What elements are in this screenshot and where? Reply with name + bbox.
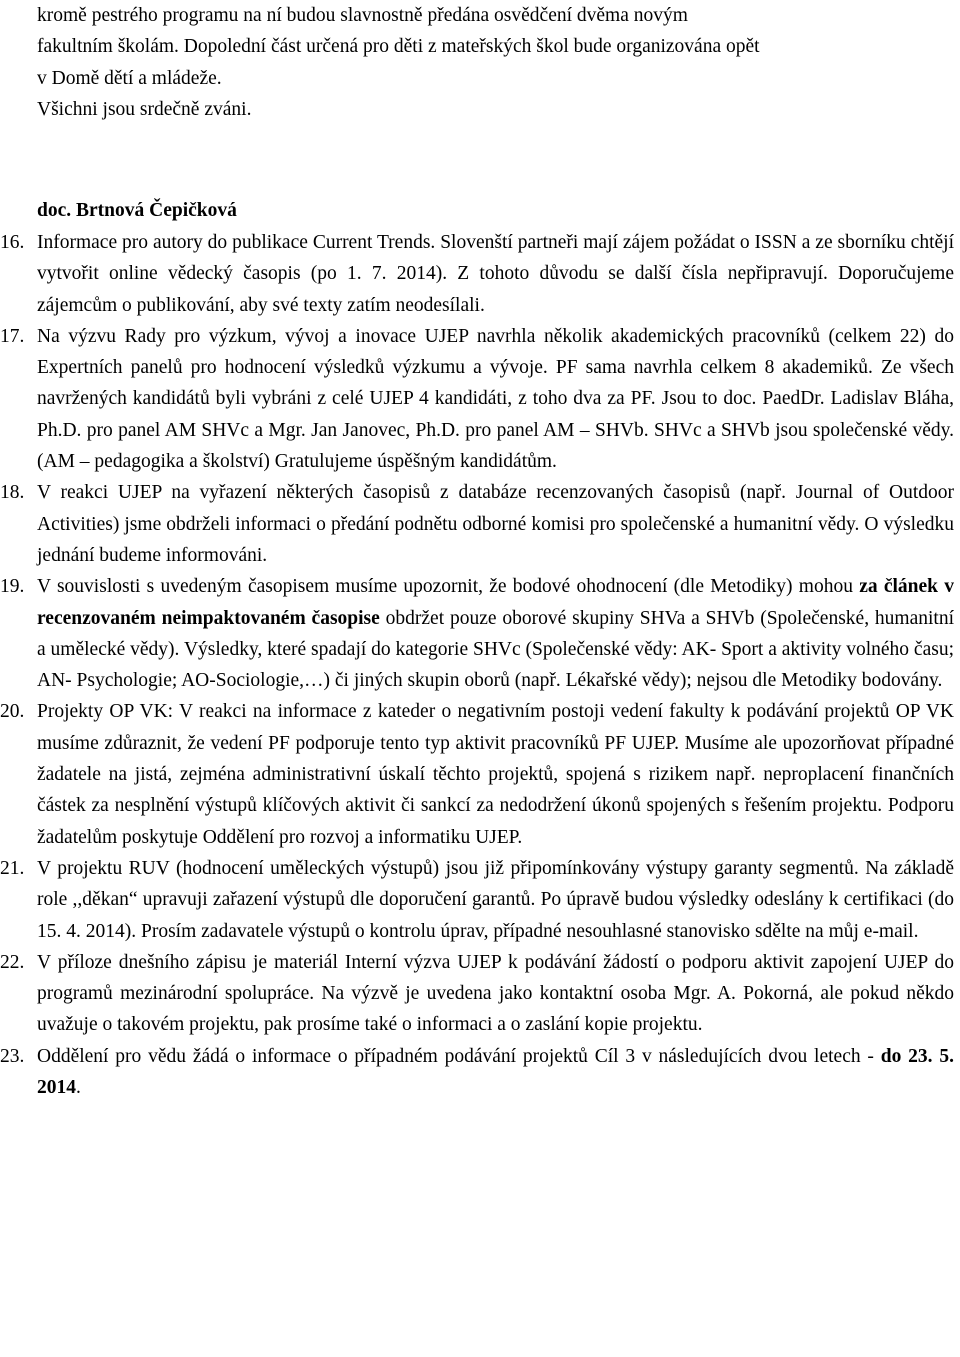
item-text-bold: do 23. 5. 2014 — [37, 1045, 954, 1099]
intro-line: fakultním školám. Dopolední část určená pro děti z mateřských škol bude organizována opět — [37, 36, 760, 58]
list-item — [0, 947, 954, 1041]
item-number: 18. — [0, 482, 25, 504]
item-text: V souvislosti s uvedeným časopisem musíme upozornit, že bodové ohodnocení (dle Metodiky) mohou — [37, 576, 860, 598]
list-item — [0, 853, 954, 947]
item-number: 23. — [0, 1045, 25, 1067]
item-number: 16. — [0, 232, 25, 253]
author-signature: doc. Brtnová Čepičková — [37, 200, 237, 221]
intro-line: kromě pestrého programu na ní budou slavnostně předána osvědčení dvěma novým — [37, 5, 688, 26]
intro-line: Všichni jsou srdečně zváni. — [37, 98, 252, 120]
item-text: Projekty OP VK: V reakci na informace z kateder o negativním postoji vedení fakulty k podávání projektů OP VK musíme zdůraznit, že vedení PF podporuje tento typ aktivit pracovníků PF UJEP. Musíme ale upozorňovat případné žadatele na jistá, zejména administrativní úskalí těchto projektů, spojená s rizikem např. neproplacení finančních částek za nesplnění výstupů klíčových aktivit či sankcí za nedodržení úkonů spojených s řešením projektu. Podporu žadatelům poskytuje Oddělení pro rozvoj a informatiku UJEP. — [37, 701, 954, 848]
list-item — [0, 227, 954, 321]
item-number: 22. — [0, 951, 25, 973]
item-text: obdržet pouze oborové skupiny SHVa a SHVb (Společenské, humanitní a umělecké vědy). Výsledky, které spadají do kategorie SHVc (Společenské vědy: AK- Sport a aktivity volného času; AN- Psychologie; AO-Sociologie,…) či jiných skupin oborů (např. Lékařské vědy); nejsou dle Metodiky bodovány. — [37, 607, 954, 692]
intro-paragraph — [37, 0, 954, 125]
intro-line: v Domě dětí a mládeže. — [37, 67, 222, 89]
list-item — [0, 321, 954, 477]
item-number: 19. — [0, 576, 25, 598]
list-item — [0, 571, 954, 696]
item-text: V projektu RUV (hodnocení uměleckých výstupů) jsou již připomínkovány výstupy garanty segmentů. Na základě role ,,děkan“ upravuji zařazení výstupů dle doporučení garantů. Po úpravě budou výsledky odeslány k certifikaci (do 15. 4. 2014). Prosím zadavatele výstupů o kontrolu úprav, případné nesouhlasné stanovisko sdělte na můj e-mail. — [37, 857, 954, 942]
item-text: V reakci UJEP na vyřazení některých časopisů z databáze recenzovaných časopisů (např. Journal of Outdoor Activities) jsme obdrželi informaci o předání podnětu odborné komisi pro společenské a humanitní vědy. O výsledku jednání budeme informováni. — [37, 482, 954, 566]
numbered-list — [0, 227, 954, 1103]
item-number: 21. — [0, 857, 25, 879]
item-text: Na výzvu Rady pro výzkum, vývoj a inovace UJEP navrhla několik akademických pracovníků (celkem 22) do Expertních panelů pro hodnocení výsledků výzkumu a vývoje. PF sama navrhla celkem 8 akademiků. Ze všech navržených kandidátů byli vybráni z celé UJEP 4 kandidáti, z toho dva za PF. Jsou to doc. PaedDr. Ladislav Bláha, Ph.D. pro panel AM SHVc a Mgr. Jan Janovec, Ph.D. pro panel AM – SHVb. SHVc a SHVb jsou společenské vědy. (AM – pedagogika a školství) Gratulujeme úspěšným kandidátům. — [37, 325, 954, 473]
list-item — [0, 696, 954, 852]
item-text: V příloze dnešního zápisu je materiál Interní výzva UJEP k podávání žádostí o podporu aktivit zapojení UJEP do programů mezinárodní spolupráce. Na výzvě je uvedena jako kontaktní osoba Mgr. A. Pokorná, ale pokud někdo uvažuje o takovém projektu, pak prosíme také o informaci a o zaslání kopie projektu. — [37, 951, 954, 1036]
item-text: Informace pro autory do publikace Current Trends. Slovenští partneři mají zájem požádat o ISSN a ze sborníku chtějí vytvořit online vědecký časopis (po 1. 7. 2014). Z tohoto důvodu se další čísla nepřipravují. Doporučujeme zájemcům o publikování, aby své texty zatím neodesílali. — [37, 232, 954, 316]
item-text: Oddělení pro vědu žádá o informace o případném podávání projektů Cíl 3 v následujících dvou letech - — [37, 1045, 881, 1067]
item-number: 20. — [0, 701, 25, 723]
item-text: . — [76, 1077, 81, 1099]
item-number: 17. — [0, 325, 25, 347]
list-item — [0, 1041, 954, 1104]
list-item — [0, 477, 954, 571]
item-text-bold: za článek v recenzovaném neimpaktovaném časopise — [37, 576, 954, 629]
